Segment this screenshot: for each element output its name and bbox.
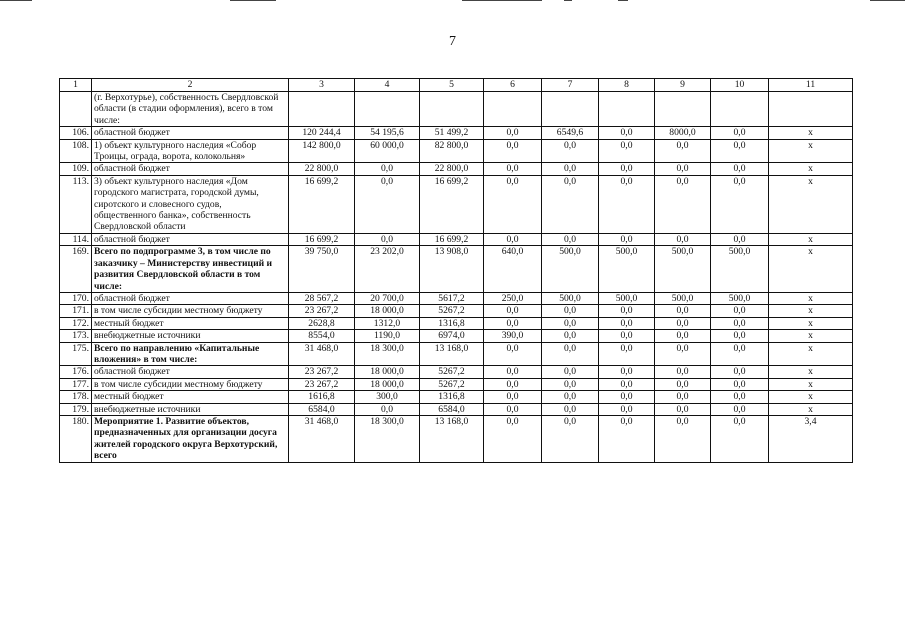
amount-cell: 16 699,2 [289,175,355,233]
amount-cell [484,92,542,127]
row-note-cell: x [769,403,853,415]
row-index [60,92,92,127]
column-header: 4 [355,79,420,92]
amount-cell: 0,0 [599,317,655,329]
table-row [60,163,853,175]
amount-cell: 500,0 [599,292,655,304]
row-note-cell: x [769,175,853,233]
amount-cell: 0,0 [355,233,420,245]
amount-cell: 8000,0 [655,127,711,139]
row-description: Всего по подпрограмме 3, в том числе по заказчику – Министерству инвестиций и развития Свердловской области в том числе: [92,246,289,293]
amount-cell: 0,0 [542,139,599,163]
amount-cell: 22 800,0 [289,163,355,175]
amount-cell: 640,0 [484,246,542,293]
amount-cell: 18 300,0 [355,415,420,462]
amount-cell: 0,0 [599,366,655,378]
row-description: 3) объект культурного наследия «Дом городского магистрата, городской думы, сиротского и словесного судов, общественного банка», собственность Свердловской области [92,175,289,233]
amount-cell: 0,0 [542,330,599,342]
amount-cell: 0,0 [655,163,711,175]
amount-cell: 28 567,2 [289,292,355,304]
amount-cell: 0,0 [711,317,769,329]
row-note-cell: x [769,292,853,304]
column-header: 7 [542,79,599,92]
amount-cell: 16 699,2 [289,233,355,245]
column-number-row [60,79,853,92]
amount-cell [655,92,711,127]
budget-table [59,78,853,463]
amount-cell: 0,0 [655,233,711,245]
amount-cell: 0,0 [655,330,711,342]
amount-cell: 0,0 [711,415,769,462]
row-note-cell: x [769,246,853,293]
amount-cell: 0,0 [711,305,769,317]
row-index: 109. [60,163,92,175]
amount-cell: 500,0 [711,292,769,304]
row-index: 169. [60,246,92,293]
column-header: 2 [92,79,289,92]
amount-cell: 6584,0 [420,403,484,415]
amount-cell: 0,0 [355,175,420,233]
amount-cell [711,92,769,127]
row-index: 171. [60,305,92,317]
amount-cell: 250,0 [484,292,542,304]
table-row [60,342,853,366]
amount-cell: 0,0 [655,342,711,366]
table-body [60,92,853,463]
amount-cell: 31 468,0 [289,342,355,366]
table-row [60,415,853,462]
row-description: областной бюджет [92,163,289,175]
row-description: в том числе субсидии местному бюджету [92,378,289,390]
amount-cell: 0,0 [542,342,599,366]
row-description: местный бюджет [92,391,289,403]
amount-cell: 0,0 [599,175,655,233]
amount-cell: 1312,0 [355,317,420,329]
amount-cell [420,92,484,127]
table-row [60,175,853,233]
row-index: 170. [60,292,92,304]
column-header: 6 [484,79,542,92]
amount-cell: 1316,8 [420,317,484,329]
table-row [60,305,853,317]
row-note-cell: x [769,378,853,390]
amount-cell: 0,0 [542,403,599,415]
page-number: 7 [449,34,456,49]
amount-cell: 0,0 [484,127,542,139]
amount-cell: 0,0 [484,139,542,163]
top-edge-marks [0,0,905,6]
amount-cell: 0,0 [655,139,711,163]
row-note-cell: x [769,342,853,366]
row-index: 114. [60,233,92,245]
amount-cell: 18 000,0 [355,378,420,390]
amount-cell: 31 468,0 [289,415,355,462]
amount-cell: 0,0 [711,378,769,390]
row-note-cell: x [769,139,853,163]
amount-cell: 500,0 [542,246,599,293]
row-index: 177. [60,378,92,390]
amount-cell: 16 699,2 [420,175,484,233]
table-row [60,366,853,378]
table-row [60,330,853,342]
row-description: 1) объект культурного наследия «Собор Троицы, ограда, ворота, колокольня» [92,139,289,163]
table-row [60,233,853,245]
table-row [60,292,853,304]
amount-cell: 0,0 [484,175,542,233]
amount-cell: 0,0 [599,330,655,342]
row-description: областной бюджет [92,233,289,245]
amount-cell: 5617,2 [420,292,484,304]
amount-cell [599,92,655,127]
amount-cell: 0,0 [711,233,769,245]
amount-cell: 0,0 [599,415,655,462]
row-description: внебюджетные источники [92,403,289,415]
amount-cell: 23 267,2 [289,305,355,317]
row-index: 175. [60,342,92,366]
amount-cell: 0,0 [484,342,542,366]
amount-cell: 1616,8 [289,391,355,403]
row-index: 106. [60,127,92,139]
row-index: 179. [60,403,92,415]
amount-cell: 0,0 [542,366,599,378]
amount-cell: 0,0 [655,378,711,390]
amount-cell: 142 800,0 [289,139,355,163]
amount-cell: 6549,6 [542,127,599,139]
row-description: областной бюджет [92,127,289,139]
amount-cell: 18 300,0 [355,342,420,366]
column-header: 5 [420,79,484,92]
amount-cell: 0,0 [711,330,769,342]
amount-cell: 23 202,0 [355,246,420,293]
amount-cell: 0,0 [355,163,420,175]
row-note-cell: x [769,330,853,342]
amount-cell: 54 195,6 [355,127,420,139]
amount-cell: 500,0 [711,246,769,293]
amount-cell: 6584,0 [289,403,355,415]
column-header: 10 [711,79,769,92]
row-index: 180. [60,415,92,462]
column-header: 3 [289,79,355,92]
row-description: внебюджетные источники [92,330,289,342]
row-note-cell: x [769,391,853,403]
amount-cell: 2628,8 [289,317,355,329]
amount-cell: 0,0 [711,139,769,163]
amount-cell: 0,0 [655,317,711,329]
amount-cell: 300,0 [355,391,420,403]
amount-cell: 18 000,0 [355,305,420,317]
amount-cell: 0,0 [484,305,542,317]
row-note-cell: x [769,317,853,329]
row-note-cell: x [769,233,853,245]
amount-cell: 0,0 [599,391,655,403]
row-note-cell [769,92,853,127]
amount-cell: 0,0 [542,391,599,403]
amount-cell: 0,0 [542,378,599,390]
amount-cell: 0,0 [484,403,542,415]
amount-cell: 13 168,0 [420,415,484,462]
amount-cell: 20 700,0 [355,292,420,304]
amount-cell: 23 267,2 [289,378,355,390]
amount-cell: 60 000,0 [355,139,420,163]
amount-cell: 8554,0 [289,330,355,342]
amount-cell [542,92,599,127]
amount-cell: 51 499,2 [420,127,484,139]
table-row [60,92,853,127]
amount-cell: 0,0 [711,403,769,415]
column-header: 9 [655,79,711,92]
row-description: местный бюджет [92,317,289,329]
row-description: Всего по направлению «Капитальные вложения» в том числе: [92,342,289,366]
amount-cell: 0,0 [655,403,711,415]
amount-cell: 0,0 [711,163,769,175]
amount-cell: 5267,2 [420,378,484,390]
amount-cell: 13 168,0 [420,342,484,366]
amount-cell: 18 000,0 [355,366,420,378]
amount-cell: 39 750,0 [289,246,355,293]
amount-cell: 22 800,0 [420,163,484,175]
amount-cell: 0,0 [655,415,711,462]
table-row [60,378,853,390]
row-description: Мероприятие 1. Развитие объектов, предназначенных для организации досуга жителей городского округа Верхотурский, всего [92,415,289,462]
table-row [60,127,853,139]
amount-cell: 0,0 [599,139,655,163]
amount-cell: 0,0 [484,415,542,462]
amount-cell: 0,0 [599,378,655,390]
amount-cell: 0,0 [542,305,599,317]
table-row [60,391,853,403]
amount-cell: 0,0 [484,233,542,245]
amount-cell: 0,0 [599,403,655,415]
amount-cell: 0,0 [542,163,599,175]
row-index: 178. [60,391,92,403]
row-description: (г. Верхотурье), собственность Свердловской области (в стадии оформления), всего в том числе: [92,92,289,127]
amount-cell: 1190,0 [355,330,420,342]
amount-cell: 0,0 [484,366,542,378]
row-description: областной бюджет [92,366,289,378]
amount-cell: 13 908,0 [420,246,484,293]
amount-cell [289,92,355,127]
row-description: в том числе субсидии местному бюджету [92,305,289,317]
amount-cell: 0,0 [355,403,420,415]
table-row [60,139,853,163]
table-row [60,317,853,329]
amount-cell: 16 699,2 [420,233,484,245]
amount-cell: 5267,2 [420,305,484,317]
row-index: 176. [60,366,92,378]
row-index: 173. [60,330,92,342]
amount-cell: 6974,0 [420,330,484,342]
amount-cell: 0,0 [655,175,711,233]
amount-cell: 0,0 [542,317,599,329]
amount-cell: 0,0 [542,233,599,245]
row-note-cell: x [769,366,853,378]
column-header: 8 [599,79,655,92]
amount-cell: 0,0 [599,233,655,245]
row-index: 113. [60,175,92,233]
amount-cell: 0,0 [542,175,599,233]
amount-cell: 0,0 [655,366,711,378]
amount-cell: 500,0 [542,292,599,304]
amount-cell: 1316,8 [420,391,484,403]
amount-cell: 23 267,2 [289,366,355,378]
amount-cell: 82 800,0 [420,139,484,163]
amount-cell: 0,0 [599,305,655,317]
amount-cell: 390,0 [484,330,542,342]
amount-cell: 0,0 [599,342,655,366]
amount-cell: 0,0 [484,378,542,390]
amount-cell: 0,0 [711,391,769,403]
row-description: областной бюджет [92,292,289,304]
amount-cell: 0,0 [655,391,711,403]
amount-cell [355,92,420,127]
amount-cell: 0,0 [711,366,769,378]
amount-cell: 0,0 [484,391,542,403]
amount-cell: 500,0 [655,246,711,293]
amount-cell: 0,0 [542,415,599,462]
row-note-cell: x [769,127,853,139]
row-note-cell: x [769,163,853,175]
row-note-cell: x [769,305,853,317]
amount-cell: 0,0 [484,317,542,329]
amount-cell: 500,0 [655,292,711,304]
row-index: 108. [60,139,92,163]
amount-cell: 0,0 [711,127,769,139]
amount-cell: 120 244,4 [289,127,355,139]
amount-cell: 500,0 [599,246,655,293]
row-index: 172. [60,317,92,329]
table-row [60,246,853,293]
amount-cell: 0,0 [711,175,769,233]
table-row [60,403,853,415]
amount-cell: 0,0 [599,163,655,175]
amount-cell: 0,0 [655,305,711,317]
amount-cell: 0,0 [711,342,769,366]
amount-cell: 0,0 [484,163,542,175]
amount-cell: 0,0 [599,127,655,139]
amount-cell: 5267,2 [420,366,484,378]
column-header: 11 [769,79,853,92]
row-note-cell: 3,4 [769,415,853,462]
column-header: 1 [60,79,92,92]
